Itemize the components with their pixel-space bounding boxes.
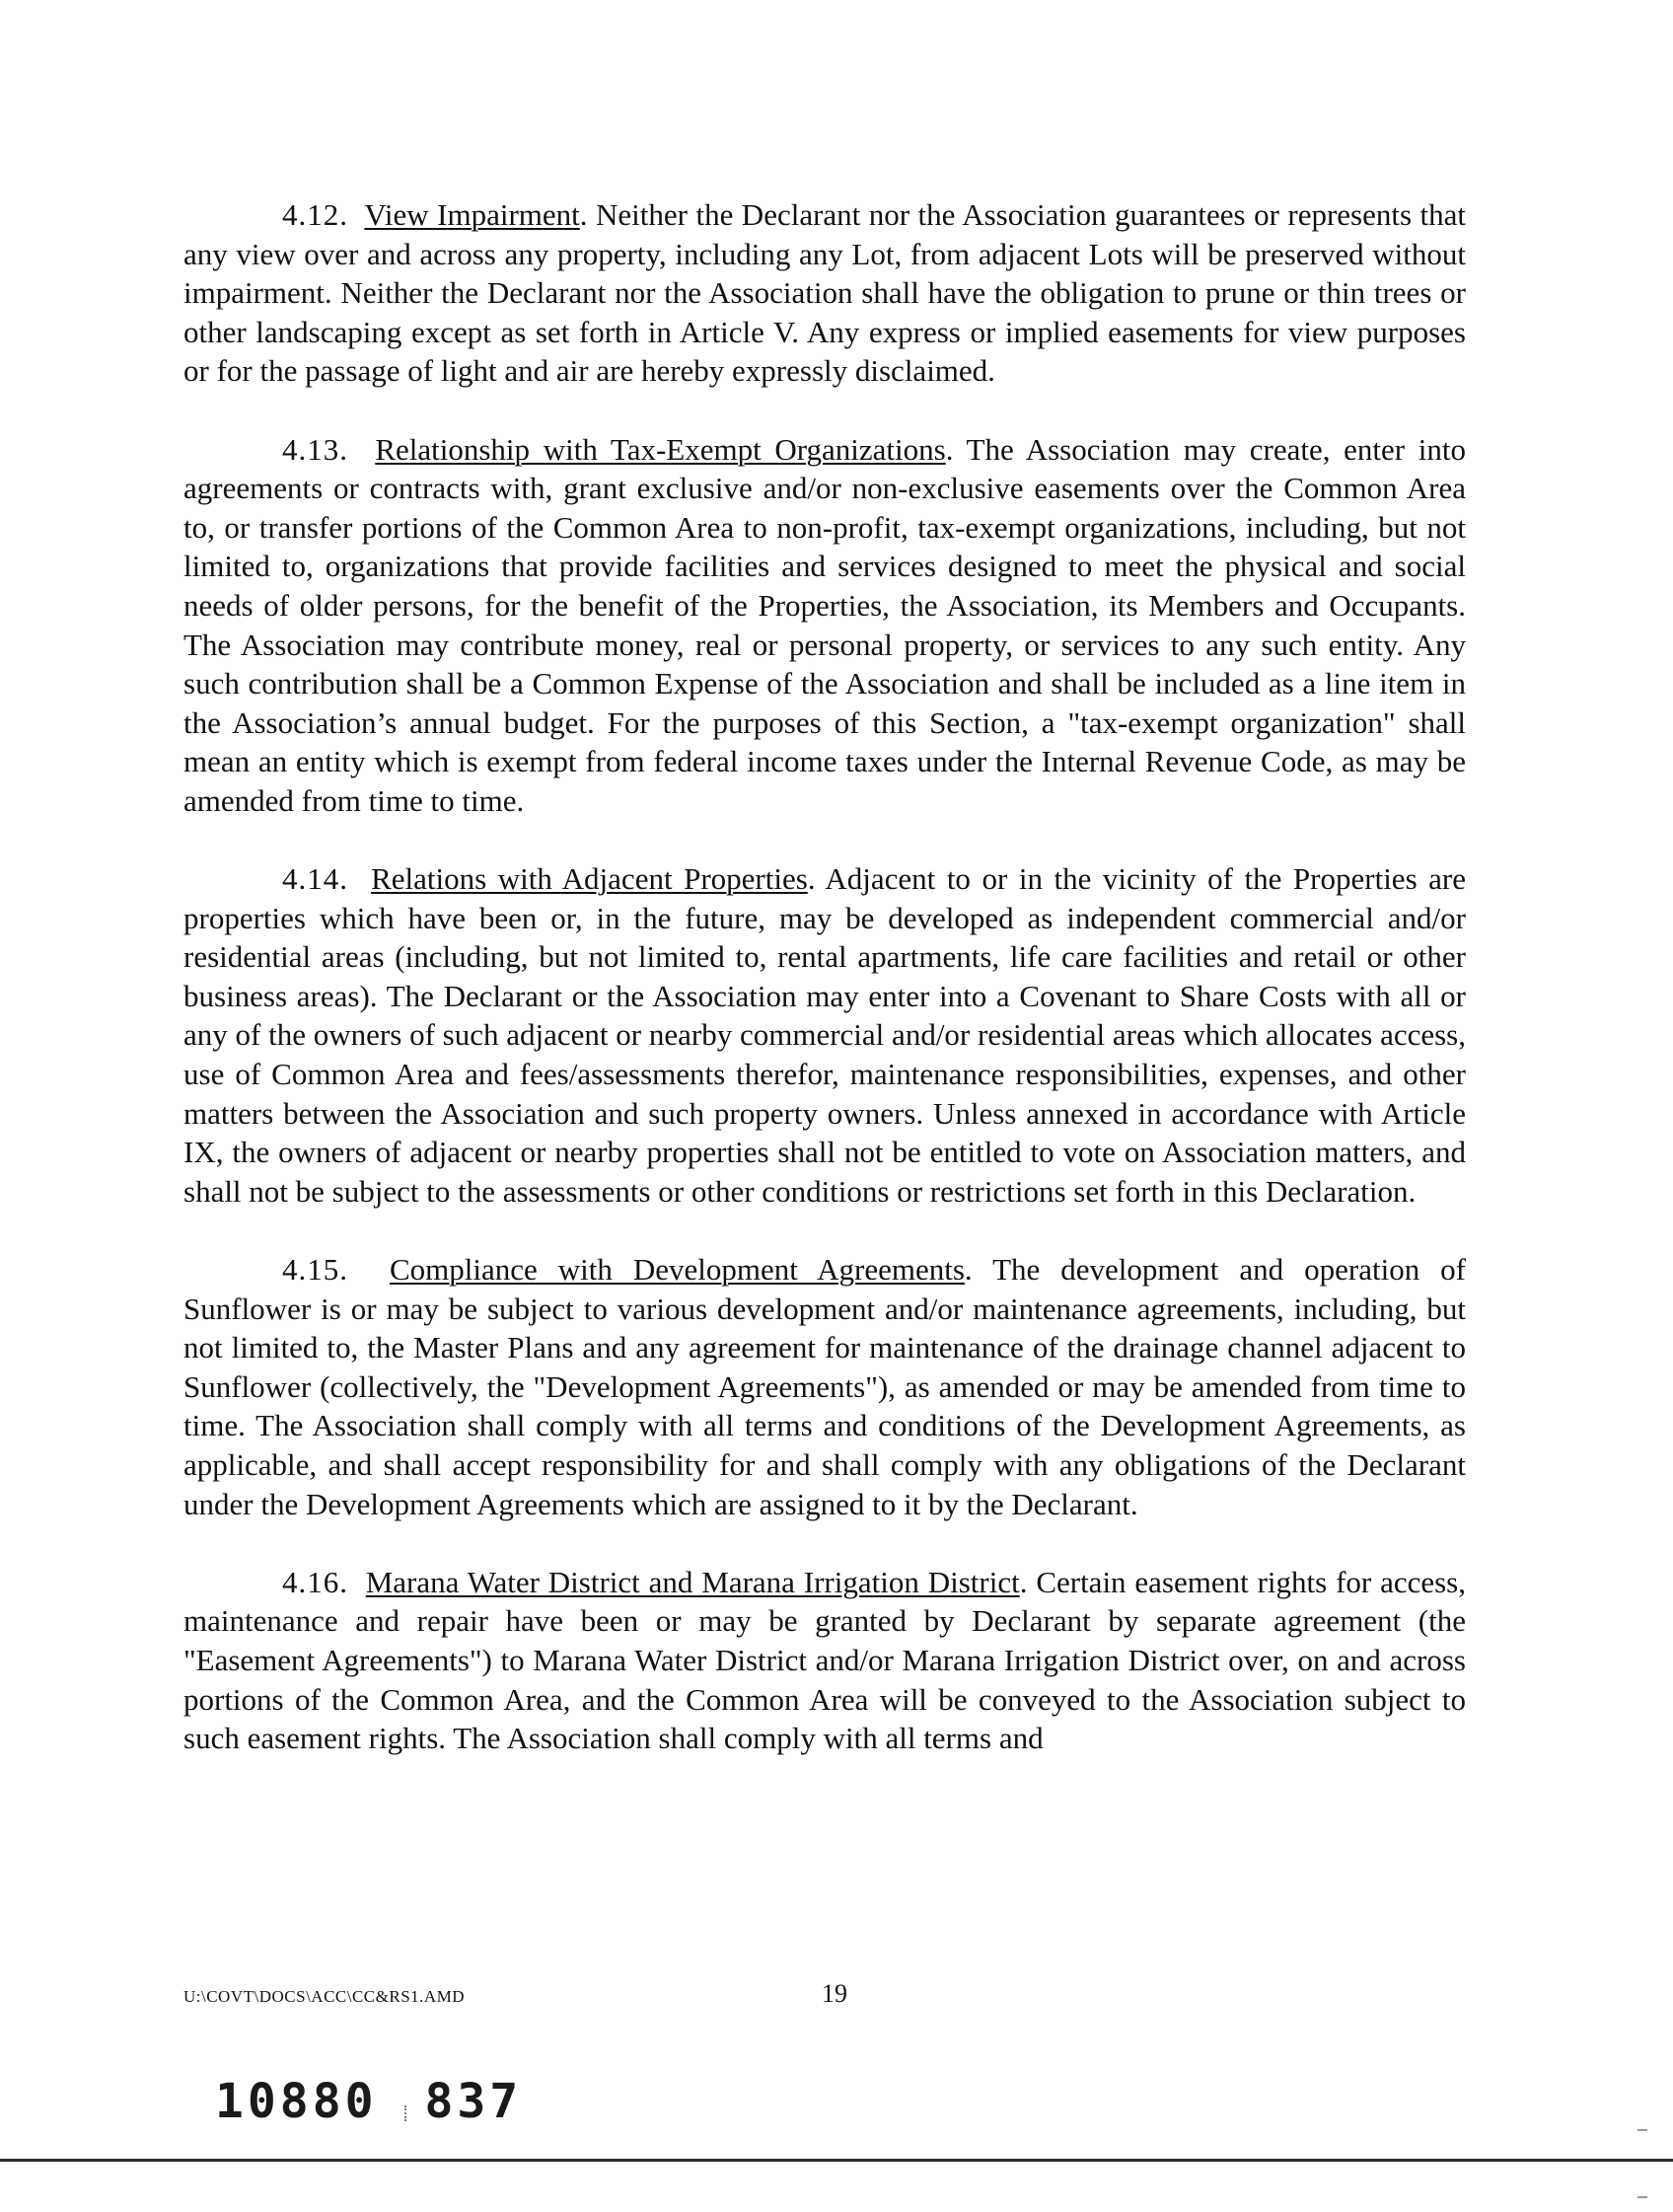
document-body — [183, 195, 1466, 1797]
recording-page-number: 837 — [424, 2074, 523, 2129]
recording-stamp — [215, 2074, 522, 2129]
section-text: . The development and operation of Sunflower is or may be subject to various development and/or maintenance agreements, including, but not limited to, the Master Plans and any agreement for maintenance of the drainage channel adjacent to Sunflower (collectively, the "Development Agreements"), as amended or may be amended from time to time. The Association shall comply with all terms and conditions of the Development Agreements, as applicable, and shall accept responsibility for and shall comply with any obligations of the Declarant under the Development Agreements which are assigned to it by the Declarant. — [183, 1252, 1467, 1521]
section-number: 4.12. — [282, 197, 348, 232]
section-text: . Adjacent to or in the vicinity of the Properties are properties which have been or, in the future, may be developed as independent commercial and/or residential areas (including, but not limited to, rental apartments, life care facilities and retail or other business areas). The Declarant or the Association may enter into a Covenant to Share Costs with all or any of the owners of such adjacent or nearby commercial and/or residential areas which allocates access, use of Common Area and fees/assessments therefor, maintenance responsibilities, expenses, and other matters between the Association and such property owners. Unless annexed in accordance with Article IX, the owners of adjacent or nearby properties shall not be entitled to vote on Association matters, and shall not be subject to the assessments or other conditions or restrictions set forth in this Declaration. — [183, 861, 1467, 1209]
recording-book-number: 10880 — [215, 2074, 378, 2129]
section-heading: Marana Water District and Marana Irrigation District — [365, 1564, 1020, 1599]
scan-artifact — [404, 2105, 416, 2121]
section-4-15 — [183, 1250, 1466, 1523]
scan-edge-mark — [1637, 2196, 1647, 2198]
section-4-14 — [183, 859, 1466, 1211]
section-number: 4.15. — [282, 1252, 348, 1288]
section-number: 4.14. — [282, 861, 348, 897]
scan-edge-mark — [1637, 2129, 1647, 2131]
section-text: . Certain easement rights for access, maintenance and repair have been or may be granted by Declarant by separate agreement (the "Easement Agreements") to Marana Water District and/or Marana Irrigation District over, on and across portions of the Common Area, and the Common Area will be conveyed to the Association subject to such easement rights. The Association shall comply with all terms and — [183, 1564, 1467, 1756]
section-4-16 — [183, 1563, 1466, 1758]
section-4-12 — [183, 195, 1466, 391]
section-text: . The Association may create, enter into agreements or contracts with, grant exclusive and/or non-exclusive easements over the Common Area to, or transfer portions of the Common Area to non-profit, tax-exempt organizations, including, but not limited to, organizations that provide facilities and services designed to meet the physical and social needs of older persons, for the benefit of the Properties, the Association, its Members and Occupants. The Association may contribute money, real or personal property, or services to any such entity. Any such contribution shall be a Common Expense of the Association and shall be included as a line item in the Association’s annual budget. For the purposes of this Section, a "tax-exempt organization" shall mean an entity which is exempt from federal income taxes under the Internal Revenue Code, as may be amended from time to time. — [183, 431, 1466, 818]
section-number: 4.16. — [282, 1564, 348, 1599]
section-heading: Relationship with Tax-Exempt Organizations — [375, 431, 946, 467]
section-4-13 — [183, 430, 1466, 821]
section-heading: Relations with Adjacent Properties — [371, 861, 808, 897]
bottom-scan-edge — [0, 2159, 1673, 2162]
section-number: 4.13. — [282, 431, 348, 467]
section-text: . Neither the Declarant nor the Association guarantees or represents that any view over and across any property, including any Lot, from adjacent Lots will be preserved without impairment. Neither the Declarant nor the Association shall have the obligation to prune or thin trees or other landscaping except as set forth in Article V. Any express or implied easements for view purposes or for the passage of light and air are hereby expressly disclaimed. — [183, 197, 1466, 389]
page-number: 19 — [822, 1979, 847, 2008]
section-heading: Compliance with Development Agreements — [389, 1252, 965, 1288]
section-heading: View Impairment — [364, 197, 580, 232]
footer-file-path: U:\COVT\DOCS\ACC\CC&RS1.AMD — [183, 1987, 466, 2006]
